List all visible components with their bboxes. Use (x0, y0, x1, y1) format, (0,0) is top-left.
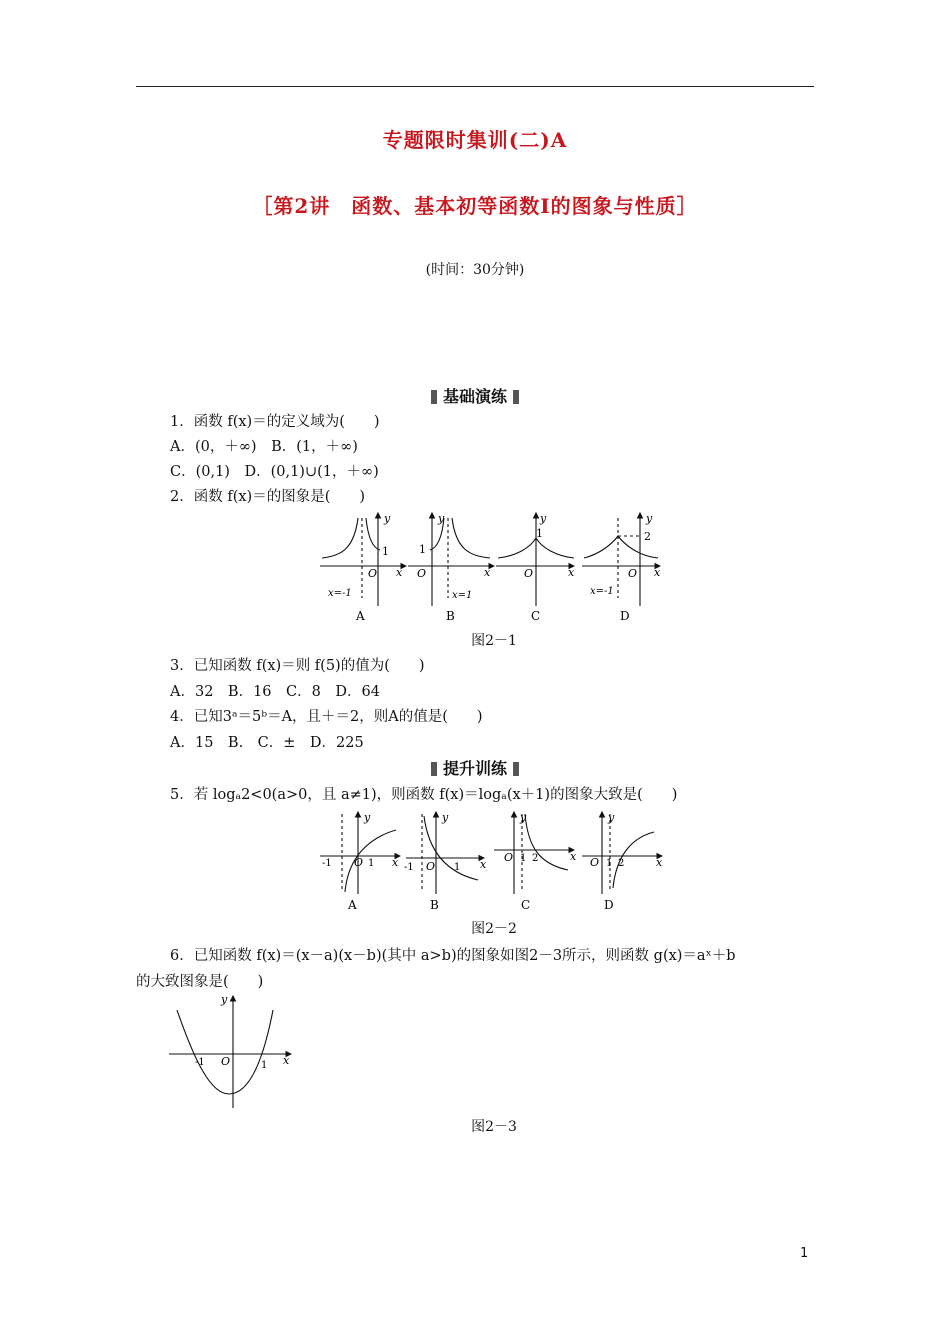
time-limit: (时间：30分钟) (425, 262, 525, 278)
figure-2-2-caption: 图2－2 (471, 921, 517, 937)
tick-label: 2 (618, 858, 625, 869)
origin-label: O (368, 567, 378, 580)
parabola-graph (169, 996, 291, 1108)
question-6-continued: 的大致图象是( ) (136, 974, 264, 990)
axis-y-label: y (442, 811, 449, 824)
origin-label: O (590, 856, 600, 869)
origin-label: O (354, 856, 364, 869)
option-label-b: B (430, 898, 439, 912)
axis-y-label: y (364, 811, 371, 824)
origin-label: O (628, 567, 638, 580)
graph-2-2-b (406, 812, 484, 894)
figure-2-1 (318, 508, 663, 626)
origin-label: O (504, 851, 514, 864)
asymptote-label: x=-1 (328, 588, 352, 599)
axis-x-label: x (654, 566, 661, 579)
origin-label: O (221, 1055, 231, 1068)
option-label-d: D (604, 898, 614, 912)
option-label-c: C (531, 609, 541, 623)
asymptote-label: x=1 (452, 590, 473, 601)
axis-y-label: y (608, 811, 615, 824)
question-2: 2．函数 f(x)＝的图象是( ) (170, 489, 366, 505)
axis-y-label: y (540, 512, 547, 525)
page-subtitle: ［第2讲 函数、基本初等函数Ⅰ的图象与性质］ (252, 194, 698, 218)
origin-label: O (417, 567, 427, 580)
axis-x-label: x (568, 566, 575, 579)
section-basic: 基础演练 (0, 384, 950, 407)
axis-y-label: y (221, 993, 228, 1006)
page-title: 专题限时集训(二)A (382, 128, 568, 152)
tick-label: -1 (404, 862, 414, 873)
figure-2-3 (165, 992, 295, 1110)
option-label-d: D (620, 609, 630, 623)
axis-x-label: x (484, 566, 491, 579)
tick-label: 1 (382, 545, 389, 558)
axis-x-label: x (570, 850, 577, 863)
question-3: 3．已知函数 f(x)＝则 f(5)的值为( ) (170, 658, 425, 674)
graph-2-2-a (320, 812, 400, 894)
tick-label: 2 (644, 530, 651, 543)
tick-label: 1 (520, 853, 527, 864)
question-1-options-a: A．(0，＋∞) B．(1，＋∞) (170, 439, 358, 455)
axis-y-label: y (384, 512, 391, 525)
tick-label: 1 (536, 527, 543, 540)
question-4: 4．已知3ᵃ＝5ᵇ＝A，且＋＝2，则A的值是( ) (170, 709, 483, 725)
page-number: 1 (800, 1246, 809, 1261)
question-5: 5．若 logₐ2<0(a>0，且 a≠1)，则函数 f(x)＝logₐ(x＋1)的图象大致是( ) (170, 787, 678, 803)
tick-label: 1 (606, 858, 613, 869)
graph-2-1-c (496, 513, 574, 606)
option-label-b: B (446, 609, 455, 623)
figure-2-1-caption: 图2－1 (471, 633, 517, 649)
tick-label: -1 (195, 1057, 205, 1068)
tick-label: 1 (419, 543, 426, 556)
axis-y-label: y (646, 512, 653, 525)
figure-2-2 (318, 808, 663, 916)
tick-label: 2 (532, 853, 539, 864)
option-label-a: A (356, 609, 365, 623)
axis-y-label: y (520, 811, 527, 824)
tick-label: 1 (261, 1060, 268, 1071)
question-1-options-b: C．(0,1) D．(0,1)∪(1，＋∞) (170, 464, 379, 480)
tick-label: -1 (322, 858, 332, 869)
top-rule (136, 86, 814, 87)
axis-x-label: x (656, 856, 663, 869)
option-label-c: C (521, 898, 531, 912)
question-1: 1．函数 f(x)＝的定义域为( ) (170, 414, 380, 430)
origin-label: O (524, 567, 534, 580)
question-6: 6．已知函数 f(x)＝(x－a)(x－b)(其中 a>b)的图象如图2－3所示，则函数 g(x)＝aˣ＋b (170, 948, 736, 964)
axis-x-label: x (283, 1054, 290, 1067)
graph-2-1-b (408, 513, 494, 606)
question-4-options: A．15 B. C．± D．225 (170, 735, 364, 751)
option-label-a: A (348, 898, 357, 912)
axis-x-label: x (396, 566, 403, 579)
figure-2-3-caption: 图2－3 (471, 1119, 517, 1135)
asymptote-label: x=-1 (590, 586, 614, 597)
axis-y-label: y (438, 512, 445, 525)
section-advanced: 提升训练 (0, 756, 950, 779)
axis-x-label: x (392, 856, 399, 869)
graph-2-2-d (582, 812, 662, 894)
tick-label: 1 (454, 862, 461, 873)
origin-label: O (426, 860, 436, 873)
question-3-options: A．32 B．16 C．8 D．64 (170, 684, 380, 700)
tick-label: 1 (368, 858, 375, 869)
axis-x-label: x (480, 858, 487, 871)
